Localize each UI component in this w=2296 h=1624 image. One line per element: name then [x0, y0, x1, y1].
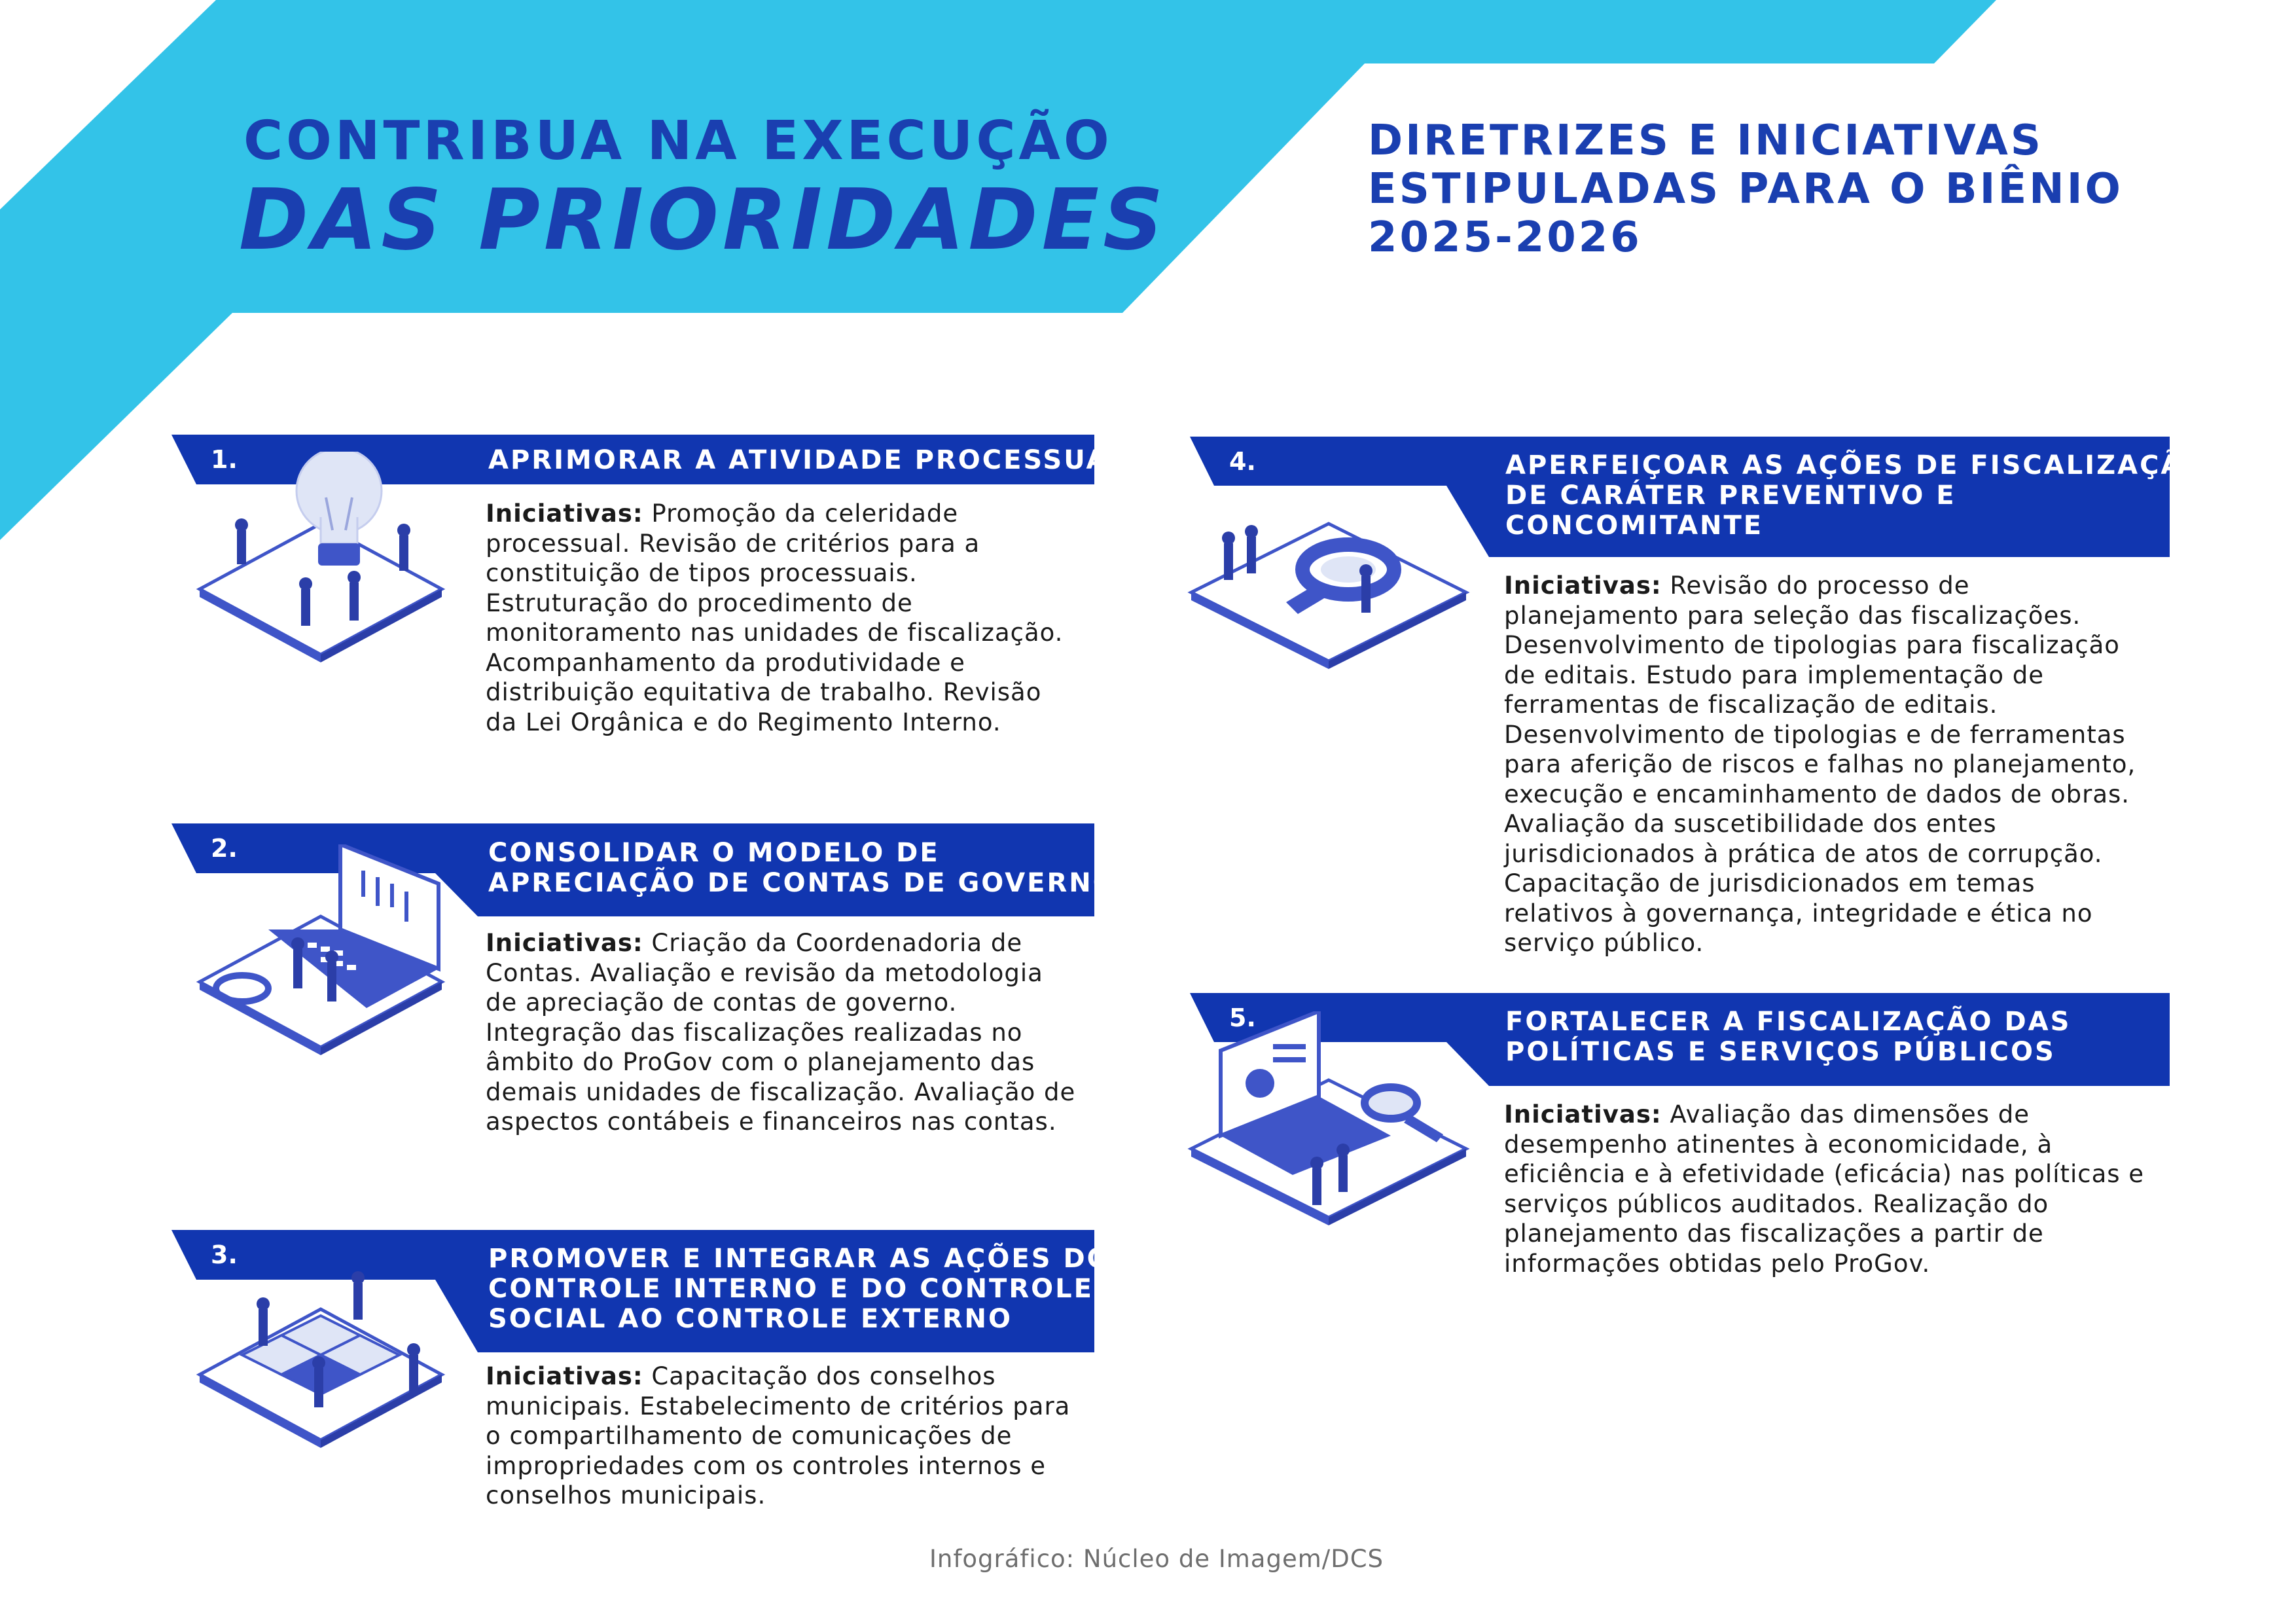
section-2-body-line: Integração das fiscalizações realizadas no — [486, 1018, 1023, 1047]
section-4-title-line: APERFEIÇOAR AS AÇÕES DE FISCALIZAÇÃO — [1505, 450, 2208, 480]
puzzle-icon — [190, 1263, 465, 1473]
section-3-number: 3. — [211, 1240, 238, 1269]
section-4-body-line: relativos à governança, integridade e ética no — [1504, 899, 2093, 928]
subtitle-line: ESTIPULADAS PARA O BIÊNIO — [1368, 165, 2123, 213]
section-4-body-line: ferramentas de fiscalização de editais. — [1504, 691, 1998, 719]
section-5-body-line: planejamento das fiscalizações a partir de — [1504, 1219, 2044, 1248]
section-2-title — [488, 838, 1117, 898]
section-5-body-line: serviços públicos auditados. Realização do — [1504, 1189, 2049, 1218]
section-4-body-line: serviço público. — [1504, 929, 1704, 957]
section-4-body-line: Desenvolvimento de tipologias e de ferramentas — [1504, 720, 2126, 749]
section-1-body-line: constituição de tipos processuais. — [486, 559, 918, 587]
section-3-label: Iniciativas: — [486, 1362, 643, 1390]
section-4-title-line: CONCOMITANTE — [1505, 511, 1764, 541]
section-5-title-line: POLÍTICAS E SERVIÇOS PÚBLICOS — [1505, 1037, 2056, 1067]
section-4-title — [1505, 450, 2207, 541]
section-2-number: 2. — [211, 834, 238, 863]
page-title-line1: CONTRIBUA NA EXECUÇÃO — [243, 110, 1113, 172]
section-2-body-line: âmbito do ProGov com o planejamento das — [486, 1048, 1035, 1076]
section-4-number: 4. — [1229, 447, 1256, 476]
section-3-body-line: o compartilhamento de comunicações de — [486, 1422, 1013, 1450]
section-5-number: 5. — [1229, 1003, 1256, 1032]
section-2-body-line: Criação da Coordenadoria de — [651, 929, 1023, 957]
lightbulb-icon — [190, 452, 465, 687]
section-5-body-line: Avaliação das dimensões de — [1670, 1100, 2030, 1128]
section-4-body-line: Desenvolvimento de tipologias para fiscalização — [1504, 631, 2120, 659]
page-title-line2: DAS PRIORIDADES — [239, 171, 1168, 269]
section-3-title-line: SOCIAL AO CONTROLE EXTERNO — [488, 1304, 1013, 1334]
section-4-label: Iniciativas: — [1504, 571, 1662, 600]
section-5-body-line: informações obtidas pelo ProGov. — [1504, 1249, 1931, 1278]
section-3-title-line: PROMOVER E INTEGRAR AS AÇÕES DO — [488, 1244, 1111, 1274]
section-3-title-line: CONTROLE INTERNO E DO CONTROLE — [488, 1274, 1094, 1304]
section-2-title-line: CONSOLIDAR O MODELO DE — [488, 838, 940, 868]
section-3-body-line: municipais. Estabelecimento de critérios para — [486, 1392, 1071, 1420]
section-2-body-line: Contas. Avaliação e revisão da metodologia — [486, 958, 1043, 987]
section-1-body-line: da Lei Orgânica e do Regimento Interno. — [486, 708, 1001, 736]
section-4-body-line: jurisdicionados à prática de atos de corrupção. — [1504, 839, 2103, 868]
subtitle-line: DIRETRIZES E INICIATIVAS — [1368, 117, 2043, 165]
section-1-label: Iniciativas: — [486, 499, 643, 528]
section-1-body-line: Acompanhamento da produtividade e — [486, 648, 965, 677]
section-4-body-line: Capacitação de jurisdicionados em temas — [1504, 869, 2036, 897]
section-1-body — [486, 499, 1063, 737]
section-1-body-line: monitoramento nas unidades de fiscalização. — [486, 619, 1064, 647]
section-4-body-line: execução e encaminhamento de dados de obras. — [1504, 780, 2130, 808]
section-1-body-line: Estruturação do procedimento de — [486, 588, 913, 617]
laptop-magnifier-icon — [1181, 1011, 1476, 1260]
section-4-body — [1504, 571, 2136, 958]
laptop-chart-icon — [190, 844, 465, 1080]
section-2-body-line: de apreciação de contas de governo. — [486, 988, 958, 1017]
section-3-title — [488, 1244, 1111, 1334]
section-1-title — [488, 445, 1127, 475]
section-5-title — [1505, 1007, 2071, 1067]
section-3-body — [486, 1362, 1070, 1511]
section-2-label: Iniciativas: — [486, 929, 643, 957]
section-5-label: Iniciativas: — [1504, 1100, 1662, 1128]
section-2-title-line: APRECIAÇÃO DE CONTAS DE GOVERNO — [488, 868, 1117, 898]
section-1-body-line: distribuição equitativa de trabalho. Revisão — [486, 678, 1042, 706]
section-5-body-line: desempenho atinentes à economicidade, à — [1504, 1130, 2053, 1159]
section-5-title-line: FORTALECER A FISCALIZAÇÃO DAS — [1505, 1007, 2072, 1037]
section-2-body-line: demais unidades de fiscalização. Avaliação de — [486, 1077, 1076, 1106]
section-2-body-line: aspectos contábeis e financeiros nas contas. — [486, 1108, 1057, 1136]
section-4-body-line: para aferição de riscos e falhas no planejamento, — [1504, 750, 2136, 778]
section-2-body — [486, 928, 1075, 1137]
section-5-body-line: eficiência e à efetividade (eficácia) nas políticas e — [1504, 1160, 2145, 1188]
section-4-body-line: de editais. Estudo para implementação de — [1504, 660, 2045, 689]
section-3-body-line: Capacitação dos conselhos — [651, 1362, 996, 1390]
section-3-body-line: impropriedades com os controles internos e — [486, 1451, 1046, 1480]
magnifier-icon — [1181, 504, 1476, 700]
section-5-body — [1504, 1100, 2144, 1278]
section-4-body-line: Revisão do processo de — [1670, 571, 1970, 600]
section-1-body-line: Promoção da celeridade — [651, 499, 959, 528]
section-4-body-line: planejamento para seleção das fiscalizações. — [1504, 601, 2081, 630]
infographic-credit: Infográfico: Núcleo de Imagem/DCS — [929, 1545, 1384, 1573]
section-1-title-line: APRIMORAR A ATIVIDADE PROCESSUAL — [488, 445, 1127, 475]
section-1-body-line: processual. Revisão de critérios para a — [486, 529, 980, 558]
subtitle-line: 2025-2026 — [1368, 213, 1642, 262]
section-4-title-line: DE CARÁTER PREVENTIVO E — [1505, 480, 1956, 511]
section-4-body-line: Avaliação da suscetibilidade dos entes — [1504, 810, 1997, 838]
section-3-body-line: conselhos municipais. — [486, 1481, 766, 1509]
section-1-number: 1. — [211, 445, 238, 474]
